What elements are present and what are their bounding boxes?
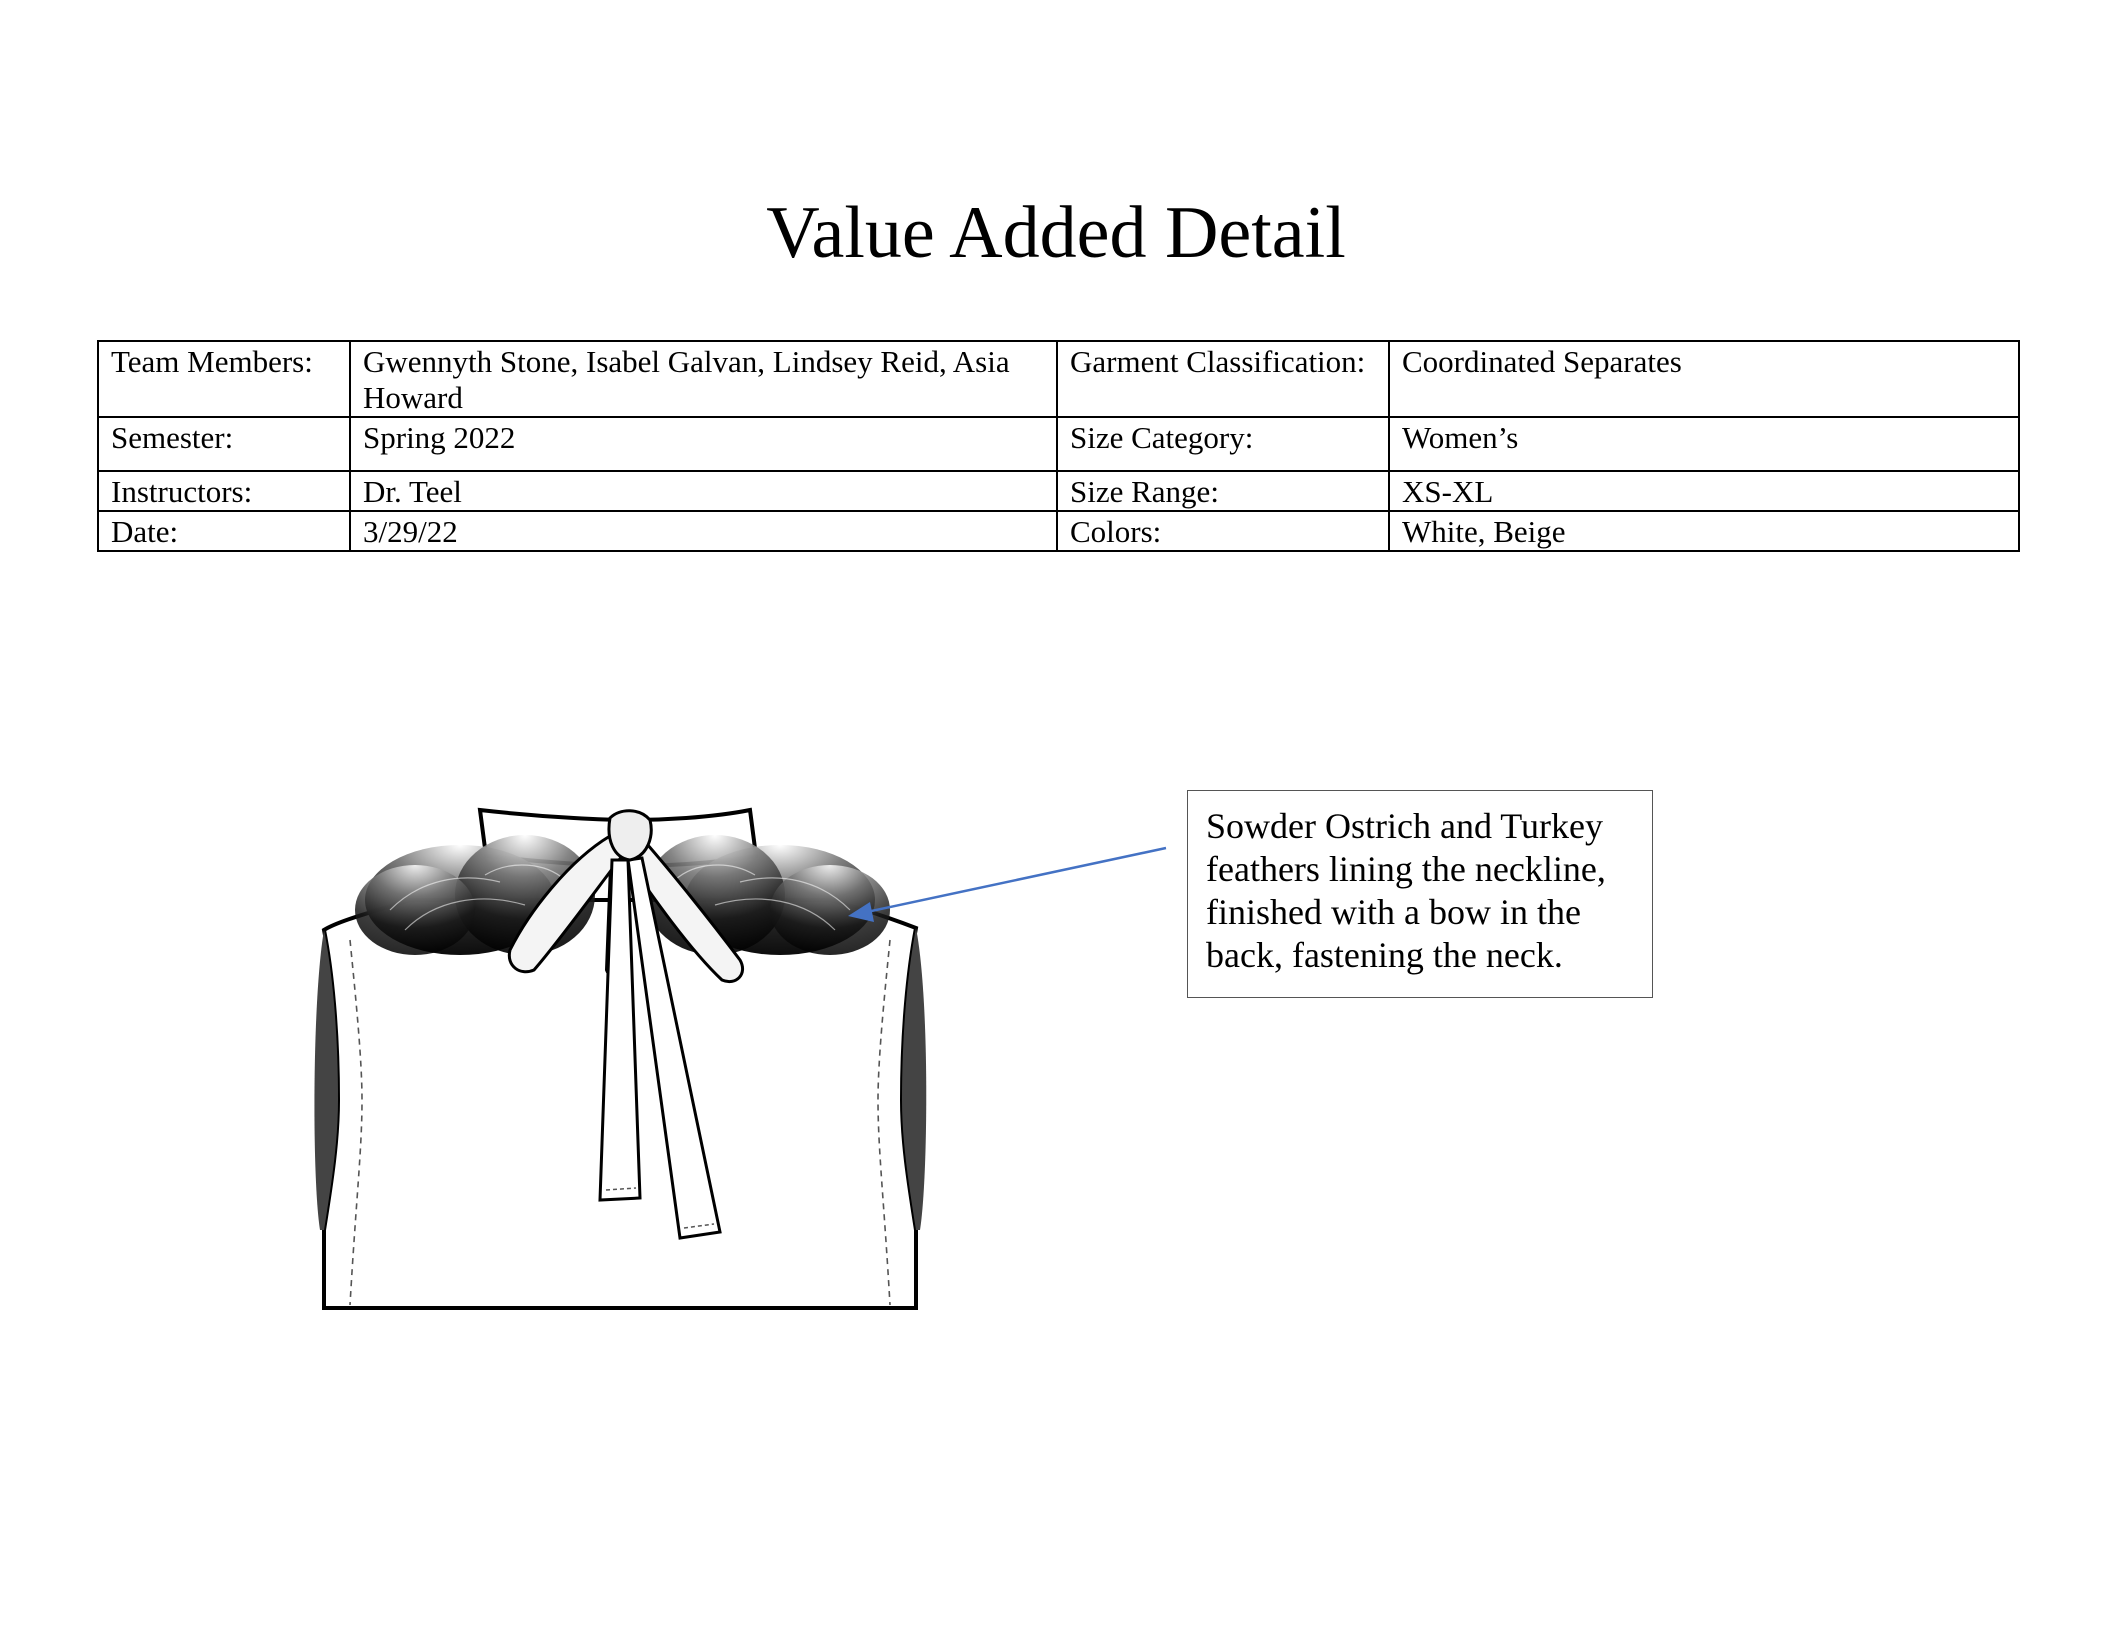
value-semester: Spring 2022 [350,417,1057,471]
value-size-range: XS-XL [1389,471,2019,511]
value-size-category: Women’s [1389,417,2019,471]
label-instructors: Instructors: [98,471,350,511]
table-row-date [98,511,2019,551]
label-size-category: Size Category: [1057,417,1389,471]
value-team-members: Gwennyth Stone, Isabel Galvan, Lindsey Reid, Asia Howard [350,341,1057,417]
page-title: Value Added Detail [766,192,1346,274]
callout-text: Sowder Ostrich and Turkey feathers lining the neckline, finished with a bow in the back, fastening the neck. [1206,806,1606,975]
label-size-range: Size Range: [1057,471,1389,511]
table-row-semester [98,417,2019,471]
callout-arrow [840,830,1180,930]
value-instructors: Dr. Teel [350,471,1057,511]
value-date: 3/29/22 [350,511,1057,551]
label-colors: Colors: [1057,511,1389,551]
value-colors: White, Beige [1389,511,2019,551]
label-team-members: Team Members: [98,341,350,417]
label-semester: Semester: [98,417,350,471]
label-garment-classification: Garment Classification: [1057,341,1389,417]
table-row-instructors [98,471,2019,511]
callout-box [1187,790,1653,998]
spec-table [97,340,2020,552]
label-date: Date: [98,511,350,551]
value-garment-classification: Coordinated Separates [1389,341,2019,417]
table-row-team-members [98,341,2019,417]
